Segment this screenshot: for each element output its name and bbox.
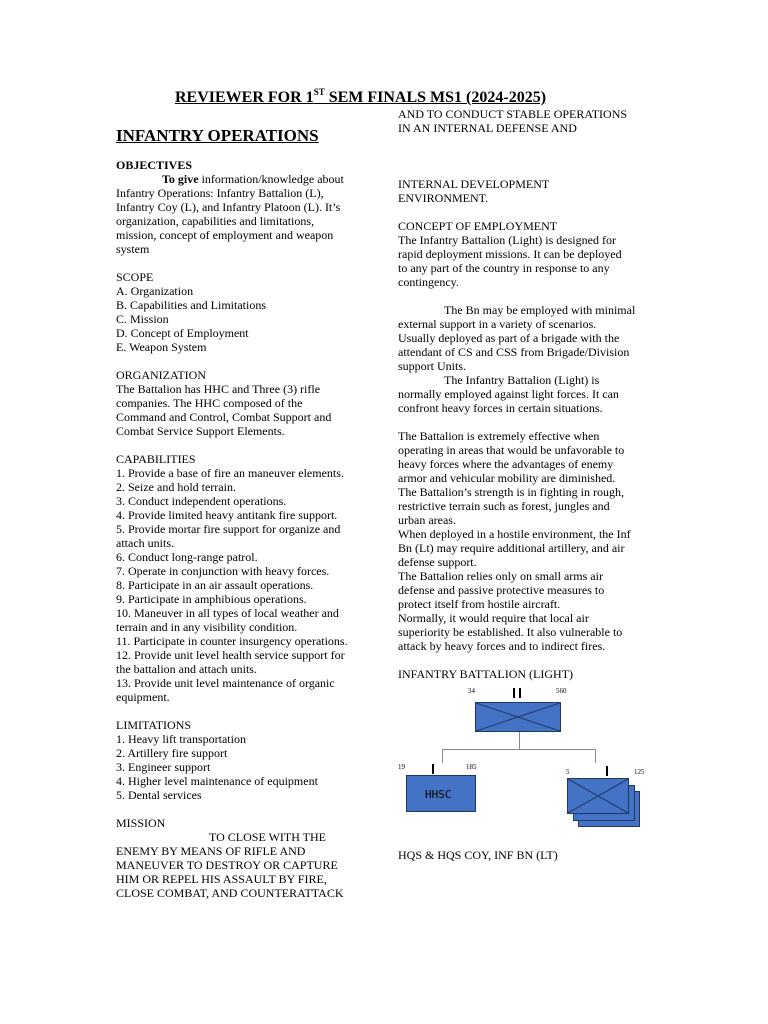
objectives-line: Infantry Coy (L), and Infantry Platoon (L). It’s: [116, 200, 341, 214]
capability-line: 1. Provide a base of fire an maneuver elements.: [116, 466, 344, 480]
capability-line: 2. Seize and hold terrain.: [116, 480, 236, 494]
echelon-mark: [606, 766, 608, 776]
coy-enlisted: 125: [634, 768, 645, 776]
scope-item: A. Organization: [116, 284, 194, 298]
infantry-symbol-icon: [568, 779, 628, 813]
capability-line: 5. Provide mortar fire support for organize and: [116, 522, 341, 536]
objectives-line: To give information/knowledge about: [162, 172, 344, 186]
concept-line: attack by heavy forces and to indirect fires.: [398, 639, 606, 653]
organization-line: Command and Control, Combat Support and: [116, 410, 332, 424]
connector-line: [442, 749, 443, 763]
concept-line: superiority be established. It also vulnerable to: [398, 625, 623, 639]
capability-line: 8. Participate in an air assault operations.: [116, 578, 314, 592]
concept-line: The Battalion is extremely effective when: [398, 429, 600, 443]
limitation-item: 4. Higher level maintenance of equipment: [116, 774, 318, 788]
capability-line: 10. Maneuver in all types of local weather and: [116, 606, 339, 620]
connector-line: [442, 749, 596, 750]
mission-cont-line: ENVIRONMENT.: [398, 191, 489, 205]
connector-line: [595, 749, 596, 763]
capability-line: 9. Participate in amphibious operations.: [116, 592, 307, 606]
capability-line: 6. Conduct long-range patrol.: [116, 550, 258, 564]
hhsc-officers: 19: [398, 763, 405, 771]
limitation-item: 1. Heavy lift transportation: [116, 732, 246, 746]
concept-line: operating in areas that would be unfavorable to: [398, 443, 625, 457]
bn-enlisted: 560: [556, 687, 567, 695]
limitation-item: 5. Dental services: [116, 788, 202, 802]
scope-item: C. Mission: [116, 312, 169, 326]
scope-item: D. Concept of Employment: [116, 326, 249, 340]
capability-line: 3. Conduct independent operations.: [116, 494, 287, 508]
concept-line: external support in a variety of scenarios.: [398, 317, 597, 331]
coy-officers: 5: [566, 768, 570, 776]
objectives-line: organization, capabilities and limitations,: [116, 214, 315, 228]
scope-item: E. Weapon System: [116, 340, 207, 354]
concept-line: Usually deployed as part of a brigade with the: [398, 331, 620, 345]
concept-line: support Units.: [398, 359, 467, 373]
concept-line: Normally, it would require that local air: [398, 611, 589, 625]
bn-officers: 34: [468, 687, 475, 695]
scope-label: SCOPE: [116, 270, 154, 284]
capability-line: 12. Provide unit level health service support for: [116, 648, 345, 662]
organization-line: Combat Service Support Elements.: [116, 424, 285, 438]
mission-line: MANEUVER TO DESTROY OR CAPTURE: [116, 858, 338, 872]
concept-line: confront heavy forces in certain situations.: [398, 401, 603, 415]
concept-label: CONCEPT OF EMPLOYMENT: [398, 219, 558, 233]
limitation-item: 3. Engineer support: [116, 760, 211, 774]
concept-line: The Battalion’s strength is in fighting in rough,: [398, 485, 624, 499]
capability-line: the battalion and attach units.: [116, 662, 257, 676]
concept-line: The Bn may be employed with minimal: [444, 303, 636, 317]
concept-line: armor and vehicular mobility are diminished.: [398, 471, 616, 485]
concept-line: The Infantry Battalion (Light) is designed for: [398, 233, 616, 247]
concept-line: defense support.: [398, 555, 477, 569]
concept-line: The Infantry Battalion (Light) is: [444, 373, 600, 387]
concept-line: to any part of the country in response to any: [398, 261, 610, 275]
mission-line: ENEMY BY MEANS OF RIFLE AND: [116, 844, 306, 858]
concept-line: defense and passive protective measures to: [398, 583, 605, 597]
hhsc-box: HHSC: [406, 775, 476, 812]
concept-line: heavy forces where the advantages of enemy: [398, 457, 614, 471]
capability-line: 4. Provide limited heavy antitank fire support.: [116, 508, 338, 522]
concept-line: attendant of CS and CSS from Brigade/Division: [398, 345, 630, 359]
infantry-symbol-icon: [476, 703, 560, 731]
objectives-line: mission, concept of employment and weapon: [116, 228, 334, 242]
mission-label: MISSION: [116, 816, 166, 830]
concept-line: rapid deployment missions. It can be deployed: [398, 247, 622, 261]
concept-line: When deployed in a hostile environment, the Inf: [398, 527, 631, 541]
scope-item: B. Capabilities and Limitations: [116, 298, 266, 312]
organization-line: The Battalion has HHC and Three (3) rifle: [116, 382, 321, 396]
document-title: REVIEWER FOR 1ST SEM FINALS MS1 (2024-2025): [175, 87, 547, 106]
mission-cont-line: IN AN INTERNAL DEFENSE AND: [398, 121, 577, 135]
mission-cont-line: INTERNAL DEVELOPMENT: [398, 177, 550, 191]
capability-line: 13. Provide unit level maintenance of organic: [116, 676, 335, 690]
organization-line: companies. The HHC composed of the: [116, 396, 303, 410]
capability-line: 7. Operate in conjunction with heavy forces.: [116, 564, 330, 578]
mission-line: CLOSE COMBAT, AND COUNTERATTACK: [116, 886, 344, 900]
company-box: [567, 778, 629, 814]
diagram-label: INFANTRY BATTALION (LIGHT): [398, 667, 574, 681]
organization-label: ORGANIZATION: [116, 368, 206, 382]
hqs-label: HQS & HQS COY, INF BN (LT): [398, 848, 558, 862]
echelon-mark: [432, 764, 434, 774]
mission-line: TO CLOSE WITH THE: [209, 830, 326, 844]
echelon-mark: [519, 688, 521, 698]
capability-line: 11. Participate in counter insurgency operations.: [116, 634, 348, 648]
concept-line: urban areas.: [398, 513, 456, 527]
objectives-line: Infantry Operations: Infantry Battalion (L),: [116, 186, 324, 200]
right-column: [398, 107, 635, 681]
objectives-line: system: [116, 242, 150, 256]
concept-line: protect itself from hostile aircraft.: [398, 597, 561, 611]
mission-line: HIM OR REPEL HIS ASSAULT BY FIRE,: [116, 872, 327, 886]
concept-line: Bn (Lt) may require additional artillery, and air: [398, 541, 625, 555]
limitation-item: 2. Artillery fire support: [116, 746, 228, 760]
concept-line: restrictive terrain such as forest, jungles and: [398, 499, 610, 513]
connector-line: [519, 732, 520, 749]
limitations-label: LIMITATIONS: [116, 718, 192, 732]
concept-line: normally employed against light forces. It can: [398, 387, 619, 401]
left-column: [116, 125, 348, 900]
echelon-mark: [513, 688, 515, 698]
battalion-box: [475, 702, 561, 732]
hhsc-enlisted: 185: [466, 763, 477, 771]
mission-cont-line: AND TO CONDUCT STABLE OPERATIONS: [398, 107, 628, 121]
concept-line: The Battalion relies only on small arms air: [398, 569, 603, 583]
capability-line: attach units.: [116, 536, 174, 550]
objectives-label: OBJECTIVES: [116, 158, 193, 172]
capability-line: equipment.: [116, 690, 170, 704]
capability-line: terrain and in any visibility condition.: [116, 620, 298, 634]
concept-line: contingency.: [398, 275, 459, 289]
section-heading: INFANTRY OPERATIONS: [116, 126, 319, 145]
capabilities-label: CAPABILITIES: [116, 452, 196, 466]
